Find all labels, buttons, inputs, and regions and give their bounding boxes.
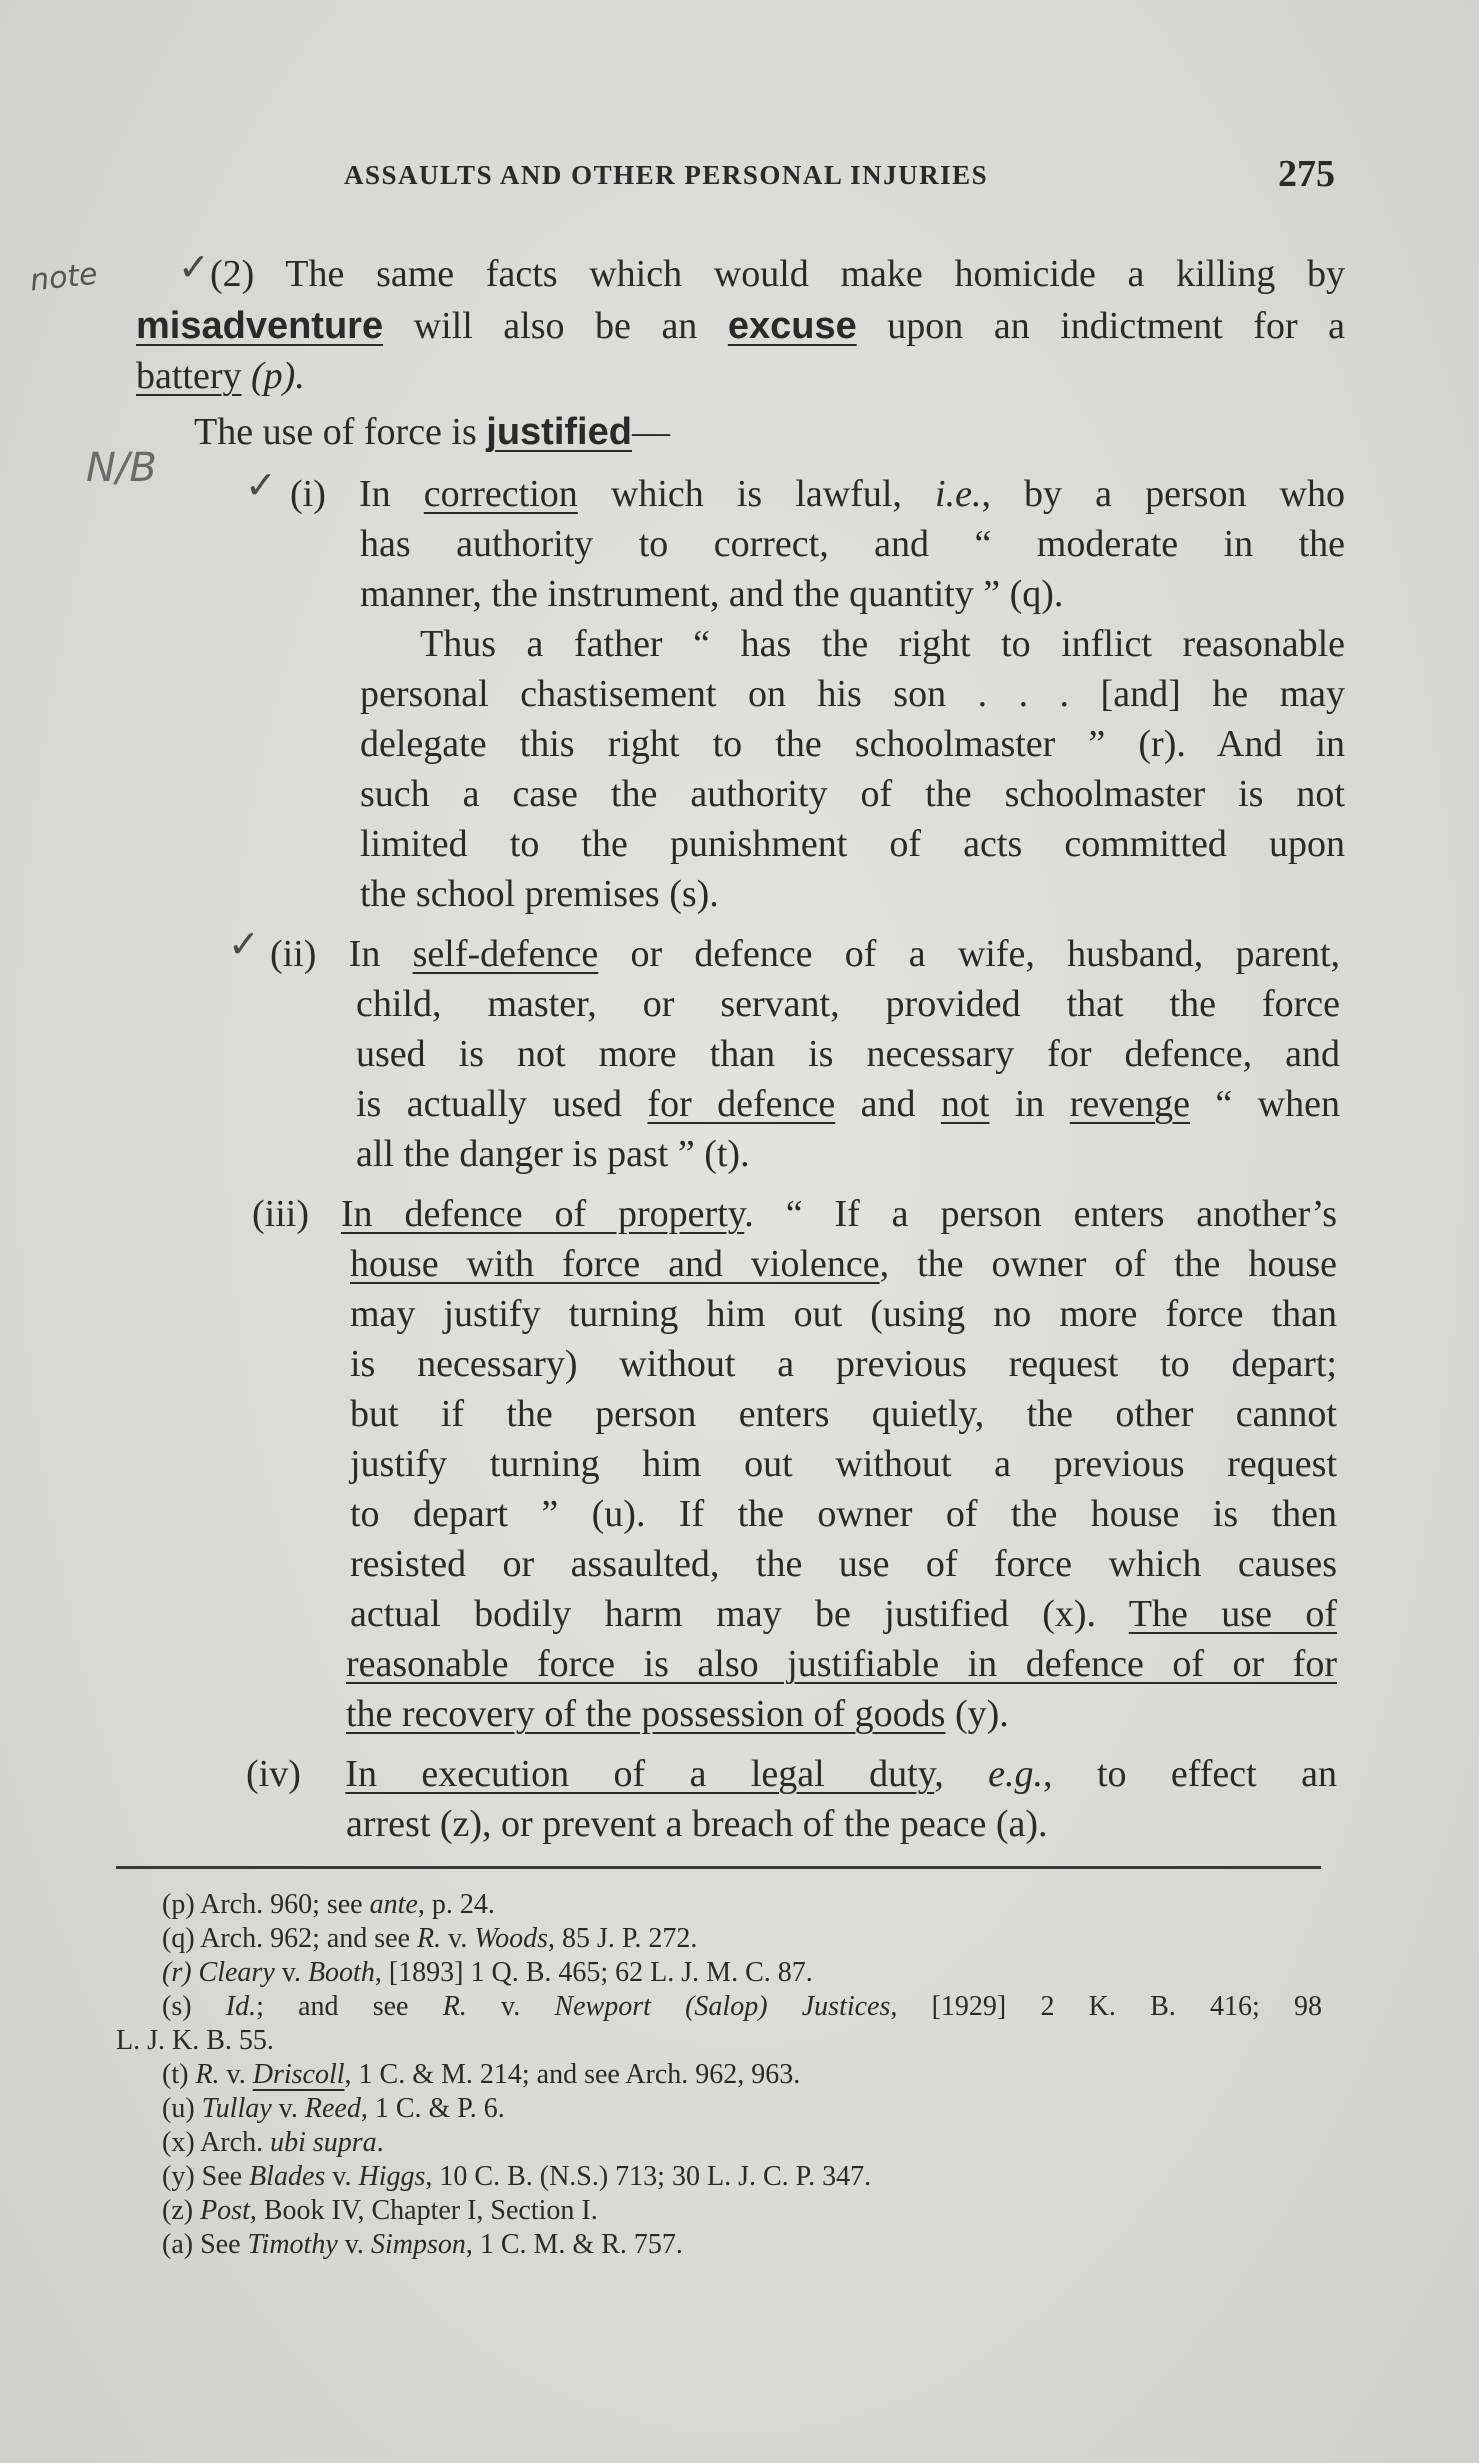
body-line: reasonable force is also justifiable in defence of or for xyxy=(346,1643,1337,1685)
body-line: is necessary) without a previous request to depart; xyxy=(350,1343,1337,1385)
footnote: (y) See Blades v. Higgs, 10 C. B. (N.S.) 713; 30 L. J. C. P. 347. xyxy=(162,2161,872,2192)
handwritten-margin-note: note xyxy=(28,256,100,299)
body-line: arrest (z), or prevent a breach of the peace (a). xyxy=(346,1803,1048,1845)
body-line: (iii) In defence of property. “ If a person enters another’s xyxy=(252,1193,1337,1235)
footnote: (x) Arch. ubi supra. xyxy=(162,2127,384,2158)
footnote: (t) R. v. Driscoll, 1 C. & M. 214; and see Arch. 962, 963. xyxy=(162,2059,801,2090)
body-line: The use of force is justified— xyxy=(194,411,670,453)
body-line: misadventure will also be an excuse upon an indictment for a xyxy=(136,305,1346,347)
body-line: to depart ” (u). If the owner of the house is then xyxy=(350,1493,1337,1535)
body-line: Thus a father “ has the right to inflict reasonable xyxy=(420,623,1345,665)
footnote: (q) Arch. 962; and see R. v. Woods, 85 J. P. 272. xyxy=(162,1923,698,1954)
footnote-divider xyxy=(116,1866,1321,1869)
body-line: is actually used for defence and not in revenge “ when xyxy=(356,1083,1340,1125)
body-line: such a case the authority of the schoolmaster is not xyxy=(360,773,1345,815)
body-line: the recovery of the possession of goods (y). xyxy=(346,1693,1009,1735)
check-mark-icon: ✓ xyxy=(245,463,277,507)
body-line: personal chastisement on his son . . . [and] he may xyxy=(360,673,1345,715)
body-line: but if the person enters quietly, the other cannot xyxy=(350,1393,1337,1435)
body-line: manner, the instrument, and the quantity ” (q). xyxy=(360,573,1064,615)
body-line: battery (p). xyxy=(136,355,305,397)
body-line: actual bodily harm may be justified (x). The use of xyxy=(350,1593,1338,1635)
body-line: may justify turning him out (using no more force than xyxy=(350,1293,1337,1335)
body-line: (iv) In execution of a legal duty, e.g., to effect an xyxy=(246,1753,1337,1795)
body-line: used is not more than is necessary for defence, and xyxy=(356,1033,1340,1075)
footnote: (r) Cleary v. Booth, [1893] 1 Q. B. 465; 62 L. J. M. C. 87. xyxy=(162,1957,813,1988)
check-mark-icon: ✓ xyxy=(228,922,260,966)
body-line: (2) The same facts which would make homicide a killing by xyxy=(210,253,1345,295)
footnote: (u) Tullay v. Reed, 1 C. & P. 6. xyxy=(162,2093,505,2124)
footnote: L. J. K. B. 55. xyxy=(116,2025,274,2056)
check-mark-icon: ✓ xyxy=(178,245,210,289)
footnote: (s) Id.; and see R. v. Newport (Salop) Justices, [1929] 2 K. B. 416; 98 xyxy=(162,1991,1323,2022)
page-number: 275 xyxy=(1278,153,1335,195)
body-line: limited to the punishment of acts committed upon xyxy=(360,823,1345,865)
footnote: (p) Arch. 960; see ante, p. 24. xyxy=(162,1889,495,1920)
body-line: house with force and violence, the owner of the house xyxy=(350,1243,1337,1285)
body-line: all the danger is past ” (t). xyxy=(356,1133,750,1175)
body-line: resisted or assaulted, the use of force which causes xyxy=(350,1543,1337,1585)
body-line: the school premises (s). xyxy=(360,873,719,915)
handwritten-nb-note: N/B xyxy=(86,445,157,491)
footnote: (z) Post, Book IV, Chapter I, Section I. xyxy=(162,2195,598,2226)
footnote: (a) See Timothy v. Simpson, 1 C. M. & R. 757. xyxy=(162,2229,683,2260)
body-line: has authority to correct, and “ moderate in the xyxy=(360,523,1345,565)
body-line: (i) In correction which is lawful, i.e., by a person who xyxy=(290,473,1346,515)
body-line: justify turning him out without a previous request xyxy=(350,1443,1337,1485)
running-head: ASSAULTS AND OTHER PERSONAL INJURIES xyxy=(344,160,989,190)
body-line: delegate this right to the schoolmaster ” (r). And in xyxy=(360,723,1345,765)
body-line: (ii) In self-defence or defence of a wife, husband, parent, xyxy=(270,933,1340,975)
body-line: child, master, or servant, provided that the force xyxy=(356,983,1340,1025)
